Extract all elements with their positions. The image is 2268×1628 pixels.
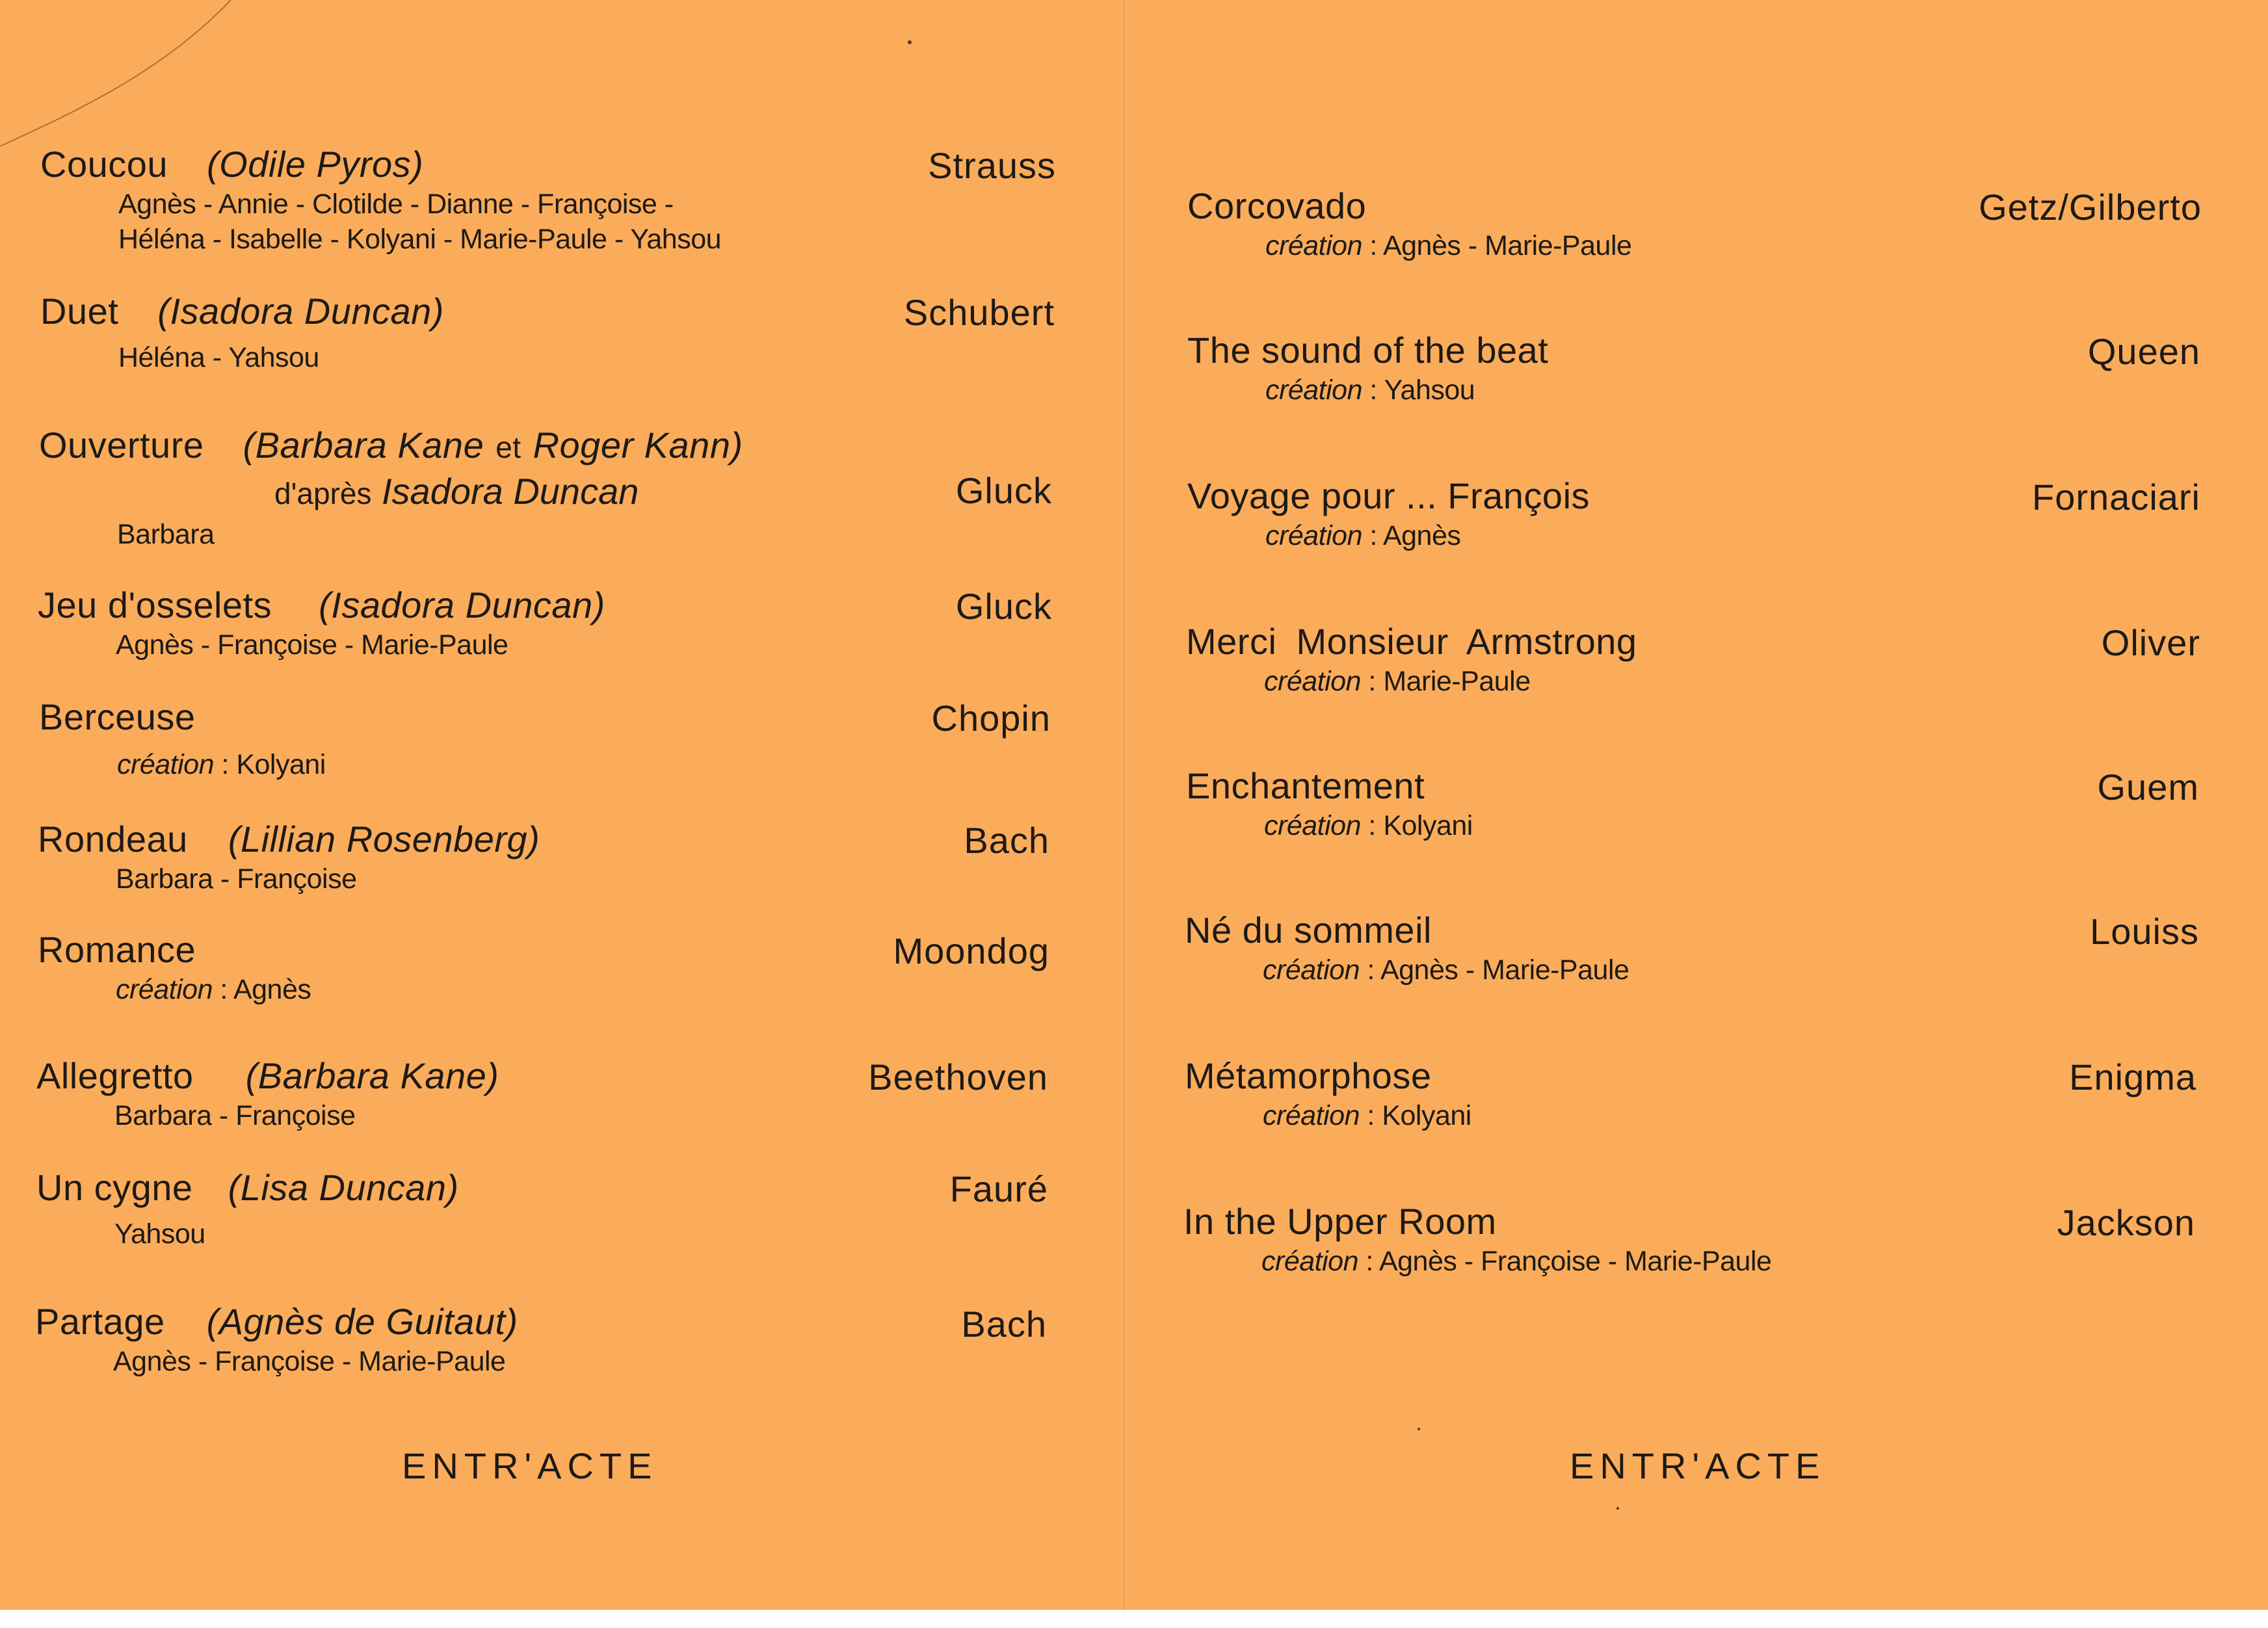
program-item (35, 1300, 518, 1378)
dancers-list: Yahsou (114, 1218, 205, 1250)
piece-title: Un cygne (36, 1167, 193, 1208)
dancers-list: Agnès - Françoise - Marie-Paule (116, 629, 508, 661)
entracte-heading: ENTR'ACTE (402, 1445, 658, 1486)
dancers-names: Kolyani (1383, 810, 1473, 841)
composer: Enigma (2069, 1057, 2196, 1097)
composer: Oliver (2101, 622, 2200, 663)
creation-label: création (1265, 230, 1362, 261)
composer: Guem (2097, 767, 2199, 807)
dancers-names: Agnès - Marie-Paule (1380, 954, 1629, 986)
dancers-list (117, 748, 326, 781)
dancers-list (1263, 1099, 1471, 1133)
connector-word: et (495, 430, 521, 464)
paper-speck (1616, 1507, 1619, 1510)
dancers-names: Marie-Paule (1383, 666, 1531, 697)
program-item (38, 818, 540, 896)
creation-separator: : (1362, 230, 1383, 261)
dancers-list: Agnès - Annie - Clotilde - Dianne - Françoise - (118, 189, 674, 220)
dancers-names: Kolyani (236, 749, 326, 780)
piece-title: Allegretto (36, 1055, 194, 1096)
composer: Moondog (893, 930, 1049, 971)
dancers-list (1265, 373, 1548, 407)
creation-label: création (1263, 1100, 1360, 1131)
choreographer: (Barbara Kane) (245, 1055, 499, 1096)
composer: Fornaciari (2032, 477, 2200, 518)
program-item (1187, 185, 1631, 263)
dancers-names: Kolyani (1382, 1100, 1471, 1131)
composer: Bach (961, 1304, 1047, 1345)
composer: Queen (2087, 331, 2200, 372)
creation-label: création (1265, 520, 1362, 551)
creation-separator: : (213, 749, 237, 780)
dancers-list: Héléna - Yahsou (118, 342, 319, 373)
piece-title: Métamorphose (1185, 1055, 1432, 1096)
dancers-list (1264, 809, 1473, 843)
piece-title: Voyage pour ... François (1187, 475, 1590, 516)
dancers-list (1265, 229, 1631, 263)
choreographer: (Lillian Rosenberg) (228, 819, 540, 860)
creation-label: création (1264, 810, 1361, 841)
choreographer: (Agnès de Guitaut) (206, 1301, 518, 1342)
creation-separator: : (1362, 520, 1383, 551)
program-item (38, 928, 311, 1006)
piece-title: Jeu d'osselets (38, 584, 272, 625)
program-item (39, 424, 743, 551)
piece-title: Romance (38, 929, 196, 970)
dancers-list (1263, 953, 1629, 987)
dancers-names: Agnès (233, 974, 311, 1005)
creation-separator: : (1359, 1100, 1382, 1131)
piece-title: The sound of the beat (1187, 330, 1549, 371)
dancers-list: Barbara (117, 519, 215, 550)
dancers-list: Barbara - Françoise (116, 863, 357, 895)
after-choreographer: Isadora Duncan (382, 471, 639, 512)
composer: Louiss (2090, 911, 2199, 952)
dancers-names: Agnès - Marie-Paule (1382, 230, 1632, 261)
program-item (1186, 765, 1473, 843)
creation-separator: : (1360, 666, 1384, 697)
creation-separator: : (1358, 1246, 1379, 1277)
piece-title: Enchantement (1186, 765, 1425, 806)
creation-separator: : (1360, 810, 1384, 841)
program-item (1186, 620, 1637, 698)
piece-title: Né du sommeil (1185, 910, 1432, 951)
piece-title: Merci Monsieur Armstrong (1186, 621, 1637, 662)
creation-label: création (1263, 954, 1360, 986)
creation-separator: : (212, 974, 233, 1005)
paper-speck (908, 40, 912, 44)
after-label: d'après (274, 477, 372, 510)
creation-label: création (1265, 374, 1362, 406)
dancers-list (1265, 519, 1590, 553)
composer: Strauss (928, 145, 1056, 186)
composer: Getz/Gilberto (1979, 187, 2202, 228)
composer: Jackson (2057, 1202, 2195, 1243)
dancers-list (116, 973, 311, 1006)
program-item (1187, 329, 1548, 407)
program-item (1187, 475, 1590, 553)
piece-title: Coucou (40, 144, 168, 185)
composer: Beethoven (868, 1057, 1048, 1097)
program-item (1183, 1200, 1771, 1278)
composer: Gluck (955, 470, 1052, 511)
creation-label: création (1261, 1246, 1358, 1277)
paper-crease-mark (0, 0, 234, 150)
piece-title: Duet (40, 291, 119, 332)
program-item (36, 1055, 499, 1133)
creation-separator: : (1359, 954, 1380, 986)
creation-label: création (116, 974, 213, 1005)
dancers-list (1261, 1244, 1771, 1278)
dancers-list: Héléna - Isabelle - Kolyani - Marie-Paule - Yahsou (118, 224, 722, 255)
piece-title: Berceuse (39, 696, 196, 737)
creation-label: création (117, 749, 214, 780)
choreographer: (Odile Pyros) (207, 144, 424, 185)
dancers-names: Yahsou (1384, 374, 1475, 406)
dancers-names: Agnès - Françoise - Marie-Paule (1378, 1246, 1772, 1277)
program-item (1185, 1055, 1471, 1133)
program-item (40, 143, 721, 256)
program-item (39, 696, 326, 781)
dancers-list (1264, 664, 1637, 698)
program-item (1185, 909, 1629, 987)
creation-label: création (1264, 666, 1361, 697)
choreographer: (Lisa Duncan) (228, 1167, 459, 1208)
composer: Fauré (949, 1168, 1048, 1209)
choreographer: (Isadora Duncan) (157, 291, 444, 332)
piece-title: Rondeau (38, 819, 188, 860)
choreographer: Roger Kann) (533, 425, 743, 466)
center-fold (1123, 0, 1127, 1610)
composer: Bach (964, 820, 1049, 861)
piece-title: Corcovado (1187, 185, 1367, 226)
creation-separator: : (1362, 374, 1384, 406)
composer: Gluck (955, 586, 1052, 627)
dancers-list: Barbara - Françoise (114, 1100, 356, 1131)
piece-title: Partage (35, 1301, 165, 1342)
piece-title: Ouverture (39, 425, 204, 466)
piece-title: In the Upper Room (1183, 1201, 1497, 1242)
choreographer: (Barbara Kane (243, 425, 484, 466)
composer: Chopin (931, 698, 1051, 739)
entracte-heading: ENTR'ACTE (1570, 1445, 1826, 1486)
choreographer: (Isadora Duncan) (319, 584, 605, 625)
paper-speck (1418, 1428, 1420, 1430)
program-item (38, 584, 605, 662)
program-item (40, 290, 444, 374)
dancers-names: Agnès (1382, 520, 1461, 551)
composer: Schubert (903, 292, 1055, 333)
dancers-list: Agnès - Françoise - Marie-Paule (113, 1346, 506, 1377)
program-item (36, 1166, 459, 1251)
